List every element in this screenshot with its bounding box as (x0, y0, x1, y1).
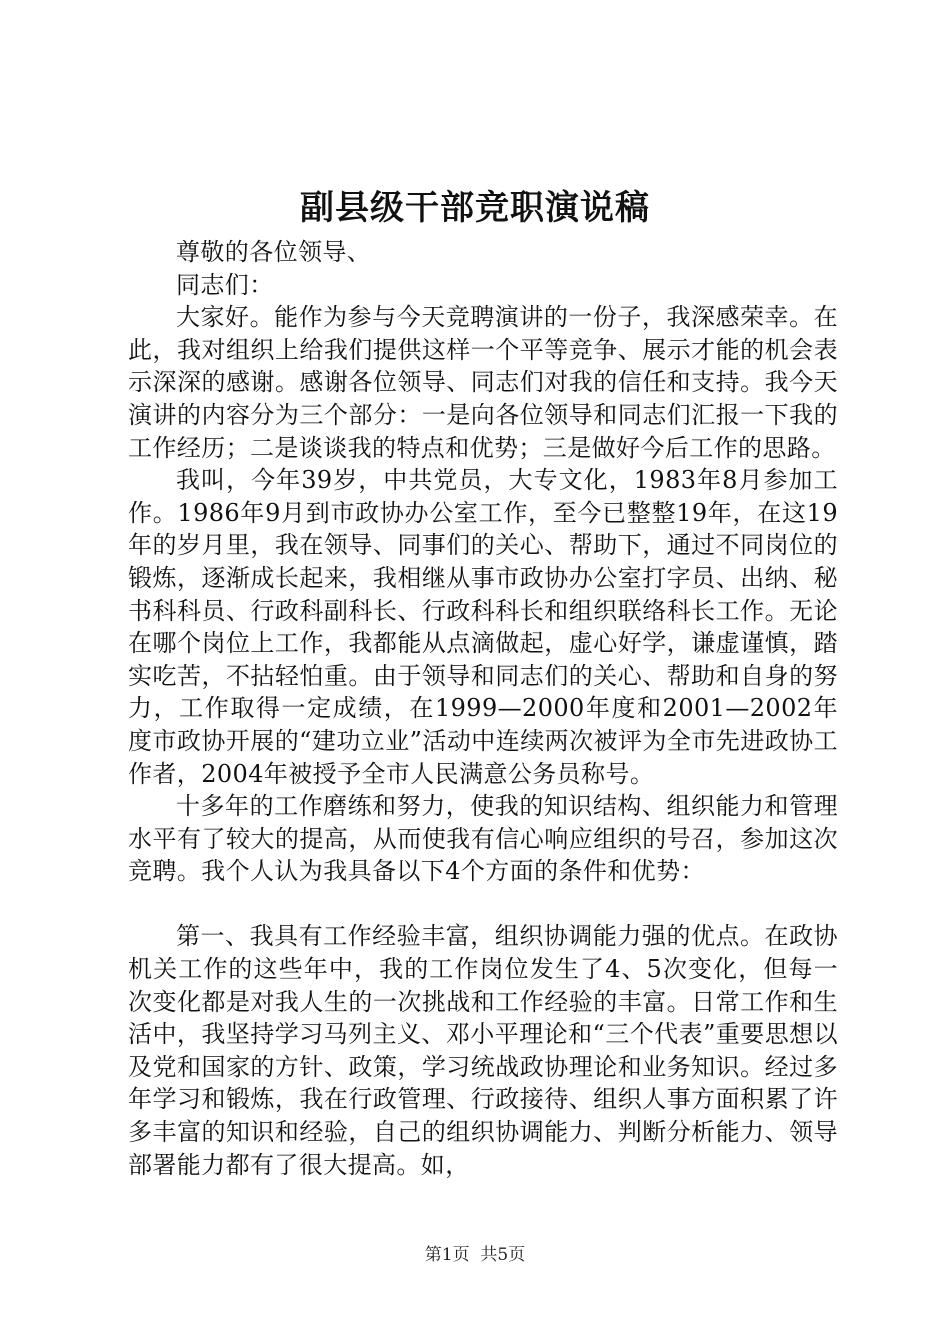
document-body (128, 236, 838, 1181)
paragraph-first-advantage: 第一、我具有工作经验丰富，组织协调能力强的优点。在政协机关工作的这些年中，我的工作岗位发生了4、5次变化，但每一次变化都是对我人生的一次挑战和工作经验的丰富。日常工作和生活中，我坚持学习马列主义、邓小平理论和“三个代表”重要思想以及党和国家的方针、政策，学习统战政协理论和业务知识。经过多年学习和锻炼，我在行政管理、行政接待、组织人事方面积累了许多丰富的知识和经验，自己的组织协调能力、判断分析能力、领导部署能力都有了很大提高。如， (128, 922, 838, 1179)
salutation-line-2: 同志们： (176, 270, 274, 299)
page-total: 共5页 (480, 1245, 526, 1265)
salutation-line-1: 尊敬的各位领导、 (176, 238, 372, 266)
blank-line (128, 888, 838, 921)
page-number: 第1页 (424, 1245, 470, 1265)
paragraph-greeting: 大家好。能作为参与今天竞聘演讲的一份子，我深感荣幸。在此，我对组织上给我们提供这样一个平等竞争、展示才能的机会表示深深的感谢。感谢各位领导、同志们对我的信任和支持。我今天演讲的内容分为三个部分：一是向各位领导和同志们汇报一下我的工作经历；二是谈谈我的特点和优势；三是做好今后工作的思路。 (128, 303, 838, 462)
page-footer (0, 1243, 950, 1267)
page-title: 副县级干部竞职演说稿 (300, 188, 650, 228)
paragraph-background: 我叫，今年39岁，中共党员，大专文化，1983年8月参加工作。1986年9月到市政协办公室工作，至今已整整19年，在这19年的岁月里，我在领导、同事们的关心、帮助下，通过不同岗位的锻炼，逐渐成长起来，我相继从事市政协办公室打字员、出纳、秘书科科员、行政科副科长、行政科科长和组织联络科长工作。无论在哪个岗位上工作，我都能从点滴做起，虚心好学，谦虚谨慎，踏实吃苦，不拈轻怕重。由于领导和同志们的关心、帮助和自身的努力，工作取得一定成绩，在1999—2000年度和2001—2002年度市政协开展的“建功立业”活动中连续两次被评为全市先进政协工作者，2004年被授予全市人民满意公务员称号。 (128, 466, 838, 788)
paragraph-transition: 十多年的工作磨练和努力，使我的知识结构、组织能力和管理水平有了较大的提高，从而使我有信心响应组织的号召，参加这次竞聘。我个人认为我具备以下4个方面的条件和优势： (128, 792, 838, 886)
